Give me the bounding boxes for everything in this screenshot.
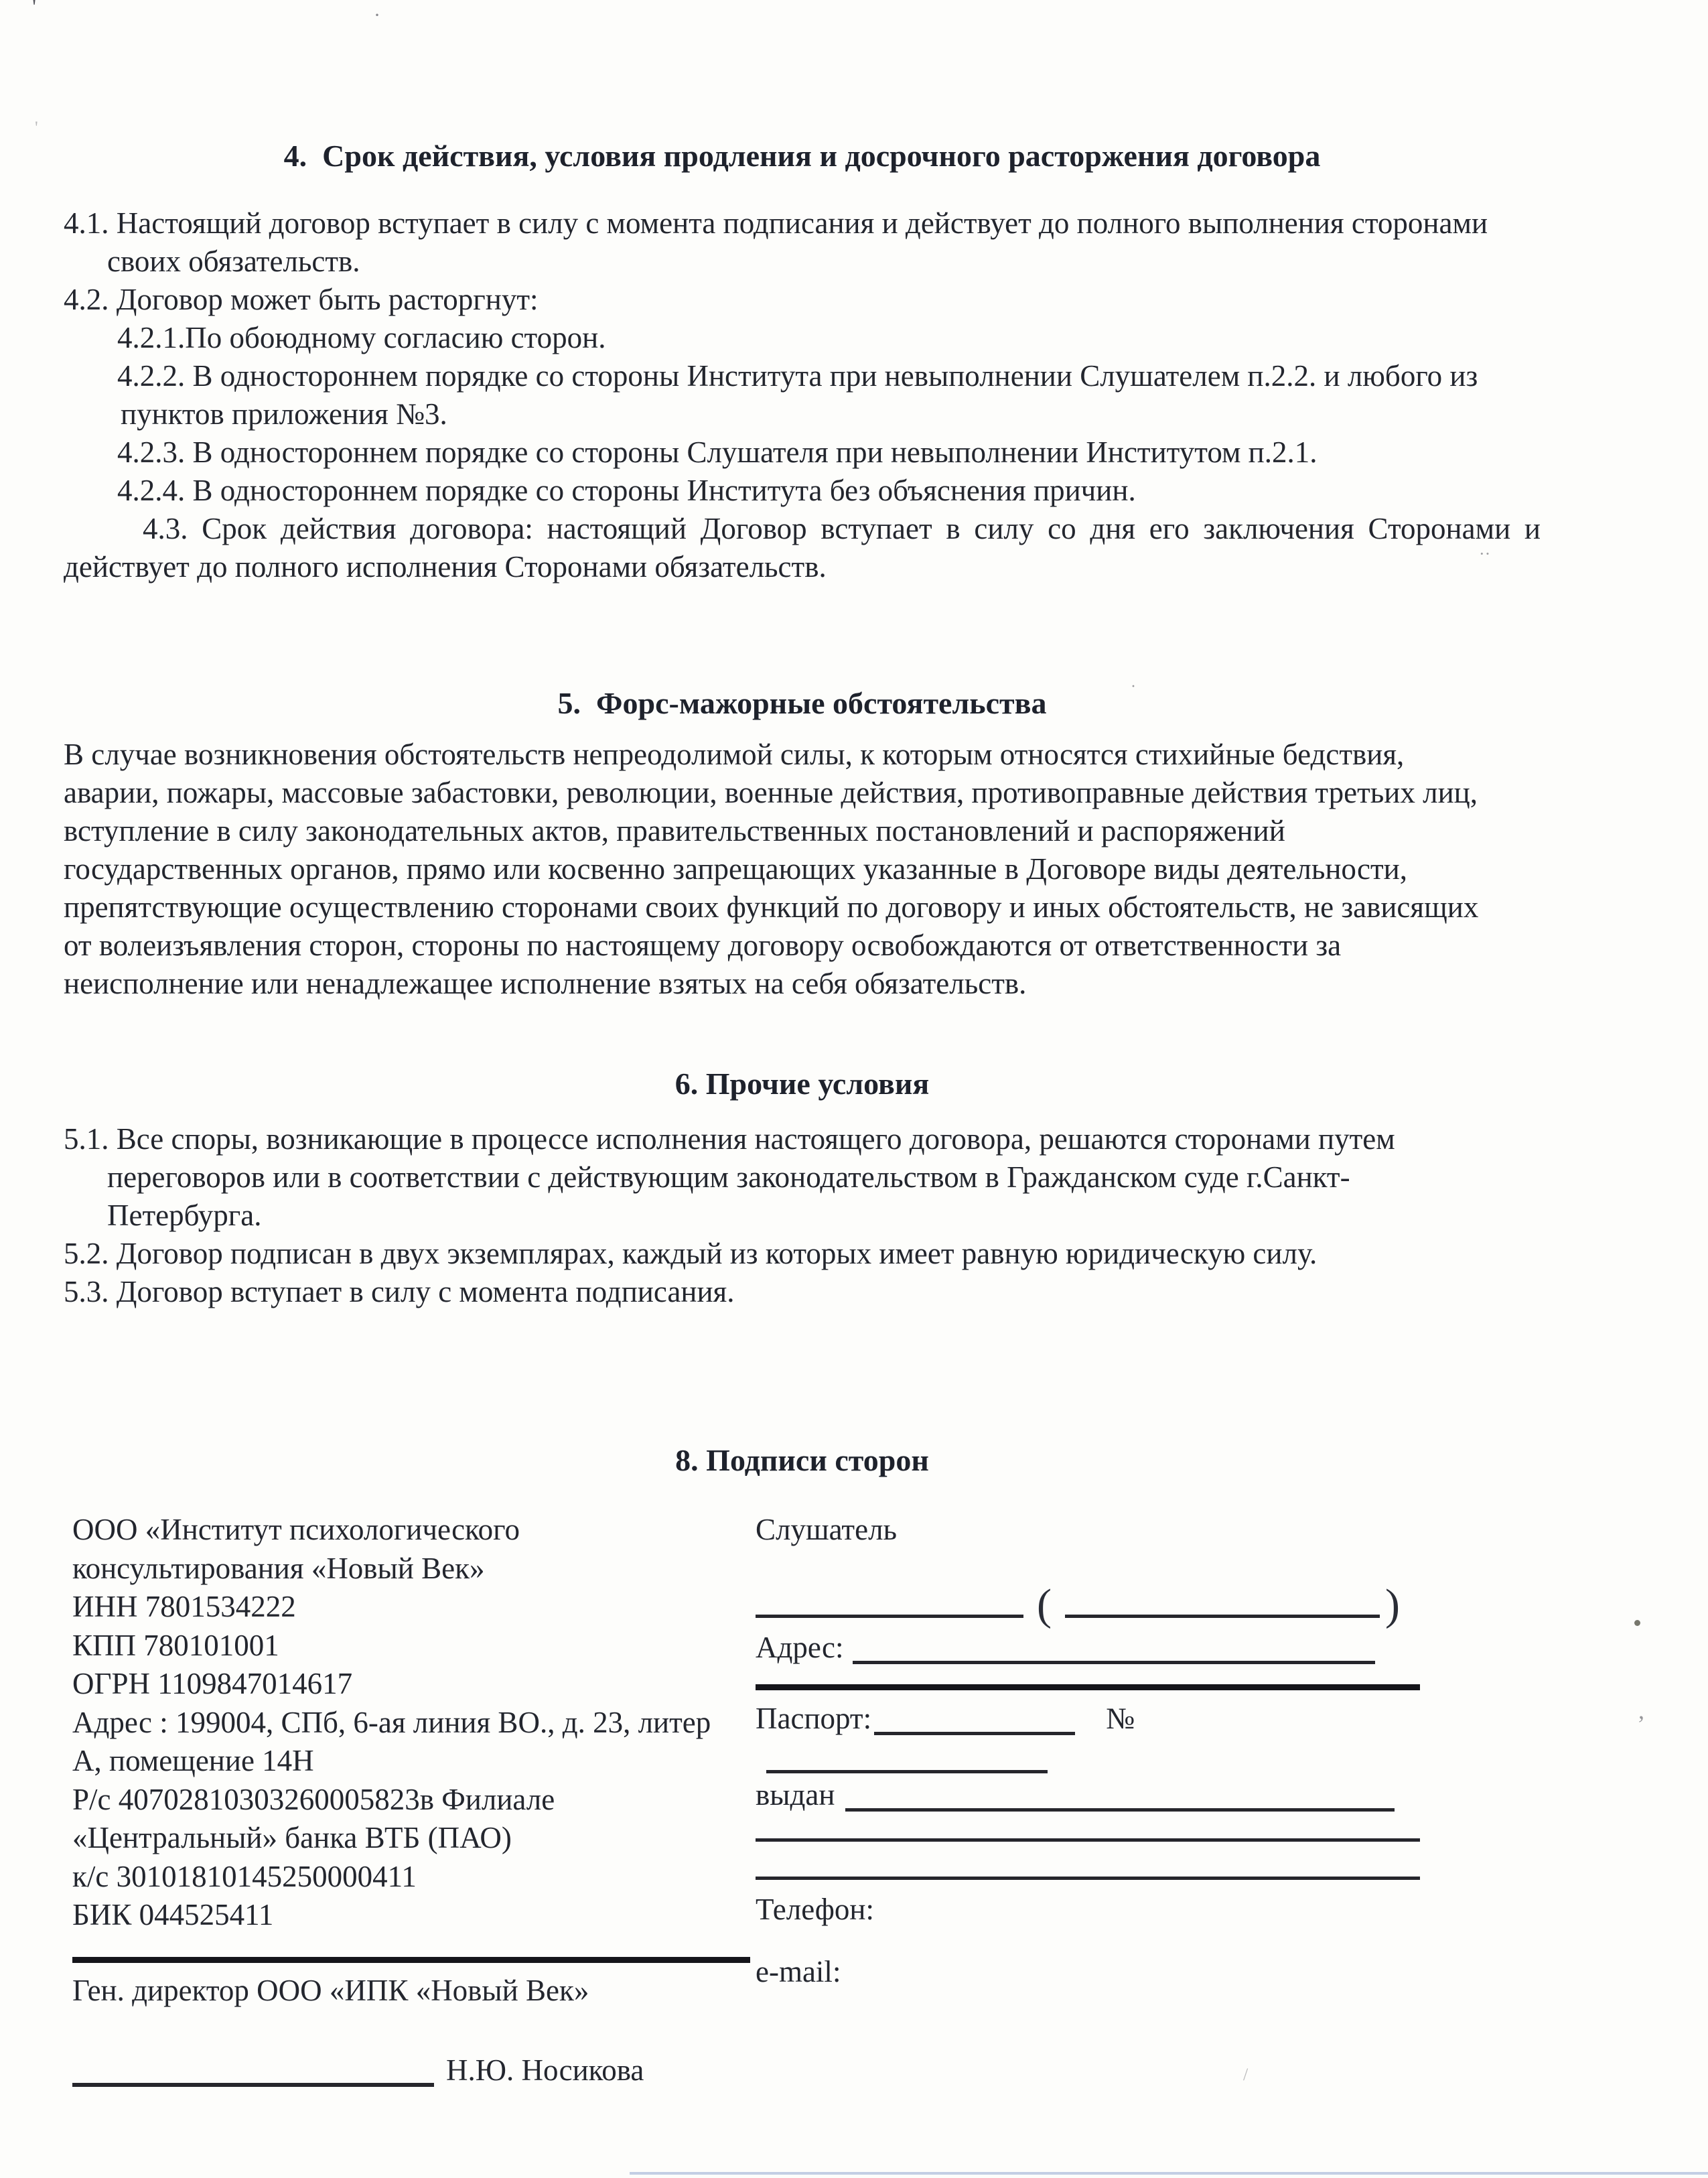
institute-ogrn: ОГРН 1109847014617 [72, 1667, 353, 1700]
student-signature-row [756, 1582, 1420, 1629]
student-signature-line [756, 1609, 1023, 1618]
clause-4-2-2-line-2: пунктов приложения №3. [121, 397, 447, 431]
issued-blank-line [845, 1803, 1395, 1812]
address-label: Адрес: [756, 1630, 844, 1664]
email-label: e-mail: [756, 1955, 841, 1988]
passport-no-label: № [1106, 1701, 1135, 1735]
institute-bik: БИК 044525411 [72, 1898, 274, 1931]
passport-field-row [756, 1700, 1420, 1776]
force-majeure-line-7: неисполнение или ненадлежащее исполнение взятых на себя обязательств. [64, 967, 1027, 1000]
scan-edge-artifact [630, 2172, 1708, 2175]
clause-4-1-line-1: 4.1. Настоящий договор вступает в силу с момента подписания и действует до полного выполнения сторонами [64, 206, 1488, 240]
scan-speck: · [1131, 678, 1136, 695]
passport-series-blank-line [874, 1726, 1075, 1735]
section-8-heading: 8. Подписи сторон [675, 1443, 929, 1477]
passport-number-blank-line [766, 1765, 1048, 1773]
clause-5-2: 5.2. Договор подписан в двух экземплярах, каждый из которых имеет равную юридическую силу. [64, 1237, 1318, 1270]
force-majeure-line-2: аварии, пожары, массовые забастовки, революции, военные действия, противоправные действия третьих лиц, [64, 776, 1478, 809]
institute-inn: ИНН 7801534222 [72, 1590, 296, 1623]
force-majeure-line-5: препятствующие осуществлению сторонами своих функций по договору и иных обстоятельств, не зависящих [64, 890, 1479, 924]
institute-name-line-2: консультирования «Новый Век» [72, 1551, 485, 1585]
section-5-heading: 5. Форс-мажорные обстоятельства [557, 686, 1047, 720]
address-blank-line [853, 1655, 1375, 1664]
scan-speck: ·· [1479, 544, 1491, 563]
scan-speck: / [1243, 2065, 1249, 2084]
institute-account-line-2: «Центральный» банка ВТБ (ПАО) [72, 1821, 512, 1854]
scan-speck [1634, 1620, 1640, 1626]
clause-5-1-line-1: 5.1. Все споры, возникающие в процессе исполнения настоящего договора, решаются сторонами путем [64, 1122, 1395, 1156]
clause-4-2-4: 4.2.4. В одностороннем порядке со стороны Института без объяснения причин. [117, 474, 1136, 507]
director-signature-row [72, 2051, 750, 2090]
section-6-heading: 6. Прочие условия [674, 1067, 930, 1101]
section-4-clauses [64, 204, 1541, 586]
section-4-heading: 4. Срок действия, условия продления и досрочного расторжения договора [283, 139, 1321, 173]
clause-4-1-line-2: своих обязательств. [107, 245, 360, 278]
institute-separator-line [72, 1957, 750, 1963]
scan-speck: ' [35, 118, 38, 137]
clause-5-3: 5.3. Договор вступает в силу с момента подписания. [64, 1275, 735, 1308]
address-field-row [756, 1629, 1420, 1667]
force-majeure-line-1: В случае возникновения обстоятельств непреодолимой силы, к которым относятся стихийные бедствия, [64, 738, 1405, 771]
clause-5-1-line-3: Петербурга. [107, 1199, 262, 1232]
issued-label: выдан [756, 1777, 835, 1812]
clause-4-2-1: 4.2.1.По обоюдному согласию сторон. [117, 321, 606, 354]
student-title: Слушатель [756, 1513, 898, 1546]
close-paren: ) [1384, 1580, 1400, 1629]
passport-label: Паспорт: [756, 1701, 872, 1735]
open-paren: ( [1037, 1580, 1052, 1629]
director-name: Н.Ю. Носикова [446, 2053, 644, 2087]
clause-4-3-line-2: действует до полного исполнения Сторонами обязательств. [64, 550, 827, 584]
clause-4-2: 4.2. Договор может быть расторгнут: [64, 283, 539, 316]
section-5-body [64, 736, 1541, 1003]
institute-column [72, 1511, 750, 2090]
force-majeure-line-4: государственных органов, прямо или косвенно запрещающих указанные в Договоре виды деятельности, [64, 852, 1408, 886]
scan-speck: ' [32, 0, 37, 19]
institute-kpp: КПП 780101001 [72, 1628, 279, 1662]
clause-4-2-2-line-1: 4.2.2. В одностороннем порядке со стороны Института при невыполнении Слушателем п.2.2. и любого из [117, 359, 1478, 393]
institute-corr-account: к/с 30101810145250000411 [72, 1859, 417, 1893]
issued-continuation-line-1 [756, 1838, 1420, 1842]
clause-4-3-line-1: 4.3. Срок действия договора: настоящий Договор вступает в силу со дня его заключения Сторонами и [143, 512, 1541, 545]
student-name-line [1065, 1609, 1380, 1618]
student-column [756, 1511, 1420, 1992]
director-signature-line [72, 2078, 434, 2087]
clause-4-2-3: 4.2.3. В одностороннем порядке со стороны Слушателя при невыполнении Институтом п.2.1. [117, 435, 1318, 469]
director-title: Ген. директор ООО «ИПК «Новый Век» [72, 1973, 589, 2007]
scan-speck: · [374, 4, 380, 26]
clause-5-1-line-2: переговоров или в соответствии с действующим законодательством в Гражданском суде г.Санкт- [107, 1160, 1350, 1194]
force-majeure-line-6: от волеизъявления сторон, стороны по настоящему договору освобождаются от ответственности за [64, 929, 1342, 962]
scan-speck: , [1638, 1697, 1644, 1724]
section-6-clauses [64, 1120, 1541, 1311]
force-majeure-line-3: вступление в силу законодательных актов, правительственных постановлений и распоряжений [64, 814, 1285, 847]
institute-account-line-1: Р/с 40702810303260005823в Филиале [72, 1782, 555, 1816]
issued-continuation-line-2 [756, 1877, 1420, 1880]
institute-name-line-1: ООО «Институт психологического [72, 1513, 520, 1546]
student-separator-line [756, 1684, 1420, 1690]
institute-address-line-1: Адрес : 199004, СПб, 6-ая линия ВО., д. 23, литер [72, 1705, 711, 1739]
institute-address-line-2: А, помещение 14Н [72, 1744, 314, 1777]
issued-field-row [756, 1776, 1420, 1814]
phone-label: Телефон: [756, 1892, 874, 1926]
